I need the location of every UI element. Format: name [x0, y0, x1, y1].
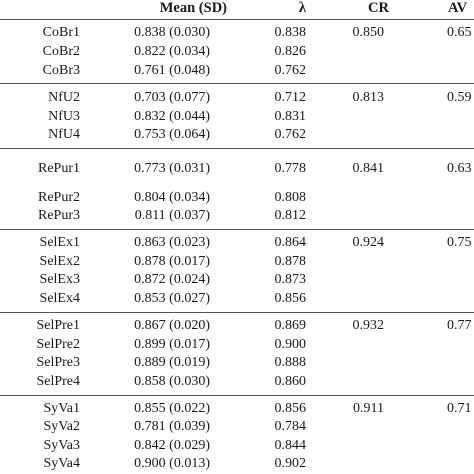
- lambda-value: 0.900: [274, 337, 306, 352]
- item-label: SelPre1: [36, 318, 80, 333]
- header-rule: [0, 19, 474, 20]
- lambda-value: 0.808: [274, 190, 306, 205]
- ave-value: 0.75: [447, 235, 472, 250]
- cr-value: 0.924: [352, 235, 384, 250]
- item-label: SelPre2: [36, 337, 80, 352]
- group-rule: [0, 83, 474, 84]
- lambda-value: 0.878: [274, 254, 306, 269]
- mean-sd-value: 0.900 (0.013): [134, 456, 210, 471]
- mean-sd-value: 0.842 (0.029): [134, 438, 210, 453]
- lambda-value: 0.812: [274, 208, 306, 223]
- item-label: RePur1: [38, 161, 80, 176]
- item-label: SelEx2: [39, 254, 80, 269]
- cr-value: 0.911: [353, 401, 384, 416]
- item-label: SelPre4: [36, 374, 80, 389]
- mean-sd-value: 0.753 (0.064): [134, 127, 210, 142]
- header-lambda: λ: [298, 0, 306, 16]
- mean-sd-value: 0.838 (0.030): [134, 25, 210, 40]
- item-label: NfU3: [48, 109, 80, 124]
- cr-value: 0.813: [352, 90, 384, 105]
- lambda-value: 0.831: [274, 109, 306, 124]
- mean-sd-value: 0.832 (0.044): [134, 109, 210, 124]
- lambda-value: 0.864: [274, 235, 306, 250]
- mean-sd-value: 0.703 (0.077): [134, 90, 210, 105]
- item-label: NfU2: [48, 90, 80, 105]
- item-label: SelEx3: [39, 272, 80, 287]
- mean-sd-value: 0.889 (0.019): [134, 355, 210, 370]
- lambda-value: 0.784: [274, 419, 306, 434]
- mean-sd-value: 0.855 (0.022): [134, 401, 210, 416]
- lambda-value: 0.856: [274, 401, 306, 416]
- mean-sd-value: 0.878 (0.017): [134, 254, 210, 269]
- ave-value: 0.71: [447, 401, 472, 416]
- lambda-value: 0.856: [274, 291, 306, 306]
- cr-value: 0.841: [352, 161, 384, 176]
- lambda-value: 0.762: [274, 127, 306, 142]
- group-rule: [0, 312, 474, 313]
- cr-value: 0.850: [352, 25, 384, 40]
- group-rule: [0, 229, 474, 230]
- mean-sd-value: 0.872 (0.024): [134, 272, 210, 287]
- mean-sd-value: 0.804 (0.034): [134, 190, 210, 205]
- mean-sd-value: 0.773 (0.031): [134, 161, 210, 176]
- mean-sd-value: 0.867 (0.020): [134, 318, 210, 333]
- mean-sd-value: 0.761 (0.048): [134, 63, 210, 78]
- mean-sd-value: 0.853 (0.027): [134, 291, 210, 306]
- item-label: SelPre3: [36, 355, 80, 370]
- item-label: SyVa1: [43, 401, 80, 416]
- ave-value: 0.63: [447, 161, 472, 176]
- lambda-value: 0.712: [274, 90, 306, 105]
- ave-value: 0.65: [447, 25, 472, 40]
- lambda-value: 0.778: [274, 161, 306, 176]
- header-cr: CR: [368, 0, 389, 16]
- lambda-value: 0.860: [274, 374, 306, 389]
- mean-sd-value: 0.822 (0.034): [134, 44, 210, 59]
- header-ave: AV: [448, 0, 468, 16]
- mean-sd-value: 0.781 (0.039): [134, 419, 210, 434]
- lambda-value: 0.762: [274, 63, 306, 78]
- ave-value: 0.77: [447, 318, 472, 333]
- item-label: CoBr3: [42, 63, 80, 78]
- lambda-value: 0.902: [274, 456, 306, 471]
- item-label: SyVa4: [43, 456, 80, 471]
- lambda-value: 0.869: [274, 318, 306, 333]
- cr-value: 0.932: [352, 318, 384, 333]
- item-label: RePur2: [38, 190, 80, 205]
- lambda-value: 0.838: [274, 25, 306, 40]
- ave-value: 0.59: [447, 90, 472, 105]
- item-label: SyVa2: [43, 419, 80, 434]
- item-label: SelEx4: [39, 291, 80, 306]
- lambda-value: 0.844: [274, 438, 306, 453]
- mean-sd-value: 0.863 (0.023): [134, 235, 210, 250]
- group-rule: [0, 395, 474, 396]
- mean-sd-value: 0.899 (0.017): [134, 337, 210, 352]
- mean-sd-value: 0.811 (0.037): [134, 208, 210, 223]
- lambda-value: 0.873: [274, 272, 306, 287]
- item-label: RePur3: [38, 208, 80, 223]
- item-label: NfU4: [48, 127, 80, 142]
- item-label: CoBr2: [42, 44, 80, 59]
- lambda-value: 0.826: [274, 44, 306, 59]
- mean-sd-value: 0.858 (0.030): [134, 374, 210, 389]
- group-rule: [0, 148, 474, 149]
- item-label: CoBr1: [42, 25, 80, 40]
- header-mean-sd: Mean (SD): [159, 0, 227, 16]
- item-label: SelEx1: [39, 235, 80, 250]
- item-label: SyVa3: [43, 438, 80, 453]
- lambda-value: 0.888: [274, 355, 306, 370]
